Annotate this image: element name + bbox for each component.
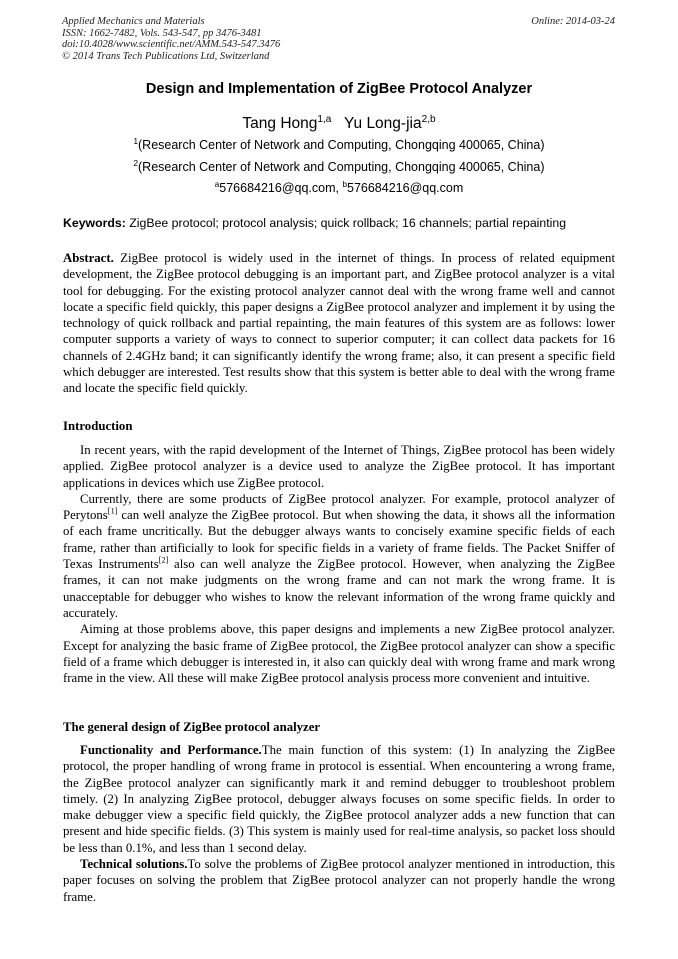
keywords-text: ZigBee protocol; protocol analysis; quick rollback; 16 channels; partial repainting [129,216,567,230]
paper-title: Design and Implementation of ZigBee Protocol Analyzer [145,81,533,97]
affiliation-text: (Research Center of Network and Computing, Chongqing 400065, China) [138,160,545,174]
author-name: Tang Hong [242,115,318,132]
paragraph [63,856,615,905]
paragraph-lead: Functionality and Performance. [80,743,262,757]
general-design-section [63,742,615,905]
paragraph [63,491,615,621]
paragraph-text: The main function of this system: (1) In analyzing the ZigBee protocol, the proper handling of wrong frame in protocol is essential. When encountering a wrong frame, the ZigBee protocol analyzer can significantly mark it and remind debugger to troubleshoot problem timely. (2) In analyzing ZigBee protocol, debugger always focuses on some specific fields. In order to make debugger view a specific field quickly, the ZigBee protocol analyzer adds a new function that can present and hide specific fields. (3) This system is mainly used for real-time analysis, so packet loss should be less than 0.1%, and less than 1 second delay. [63,743,616,855]
keywords-label: Keywords: [63,216,126,230]
section-heading-general-design: The general design of ZigBee protocol analyzer [63,720,321,734]
author-name: Yu Long-jia [344,115,422,132]
affiliation [0,160,678,174]
author-sup: 2,b [421,113,436,125]
paragraph-text: To solve the problems of ZigBee protocol analyzer mentioned in introduction, this paper focuses on solving the problem that ZigBee protocol analyzer can not properly handle the wrong frame. [63,857,616,904]
abstract [63,250,615,397]
affiliation-sup: 1 [133,136,139,146]
affiliation-sup: 2 [133,158,139,168]
section-heading-introduction: Introduction [63,419,133,433]
journal-copyright: © 2014 Trans Tech Publications Ltd, Switzerland [62,50,270,62]
email-address[interactable]: 576684216@qq.com [347,181,464,195]
email-sup: a [214,179,220,189]
paragraph-text: also can well analyze the ZigBee protocol. However, when analyzing the ZigBee frames, it can not make judgments on the wrong frame and can not mark the wrong frame. It is unacceptable for debugger who wishes to know the relevant information of the wrong frame quickly and accurately. [63,557,615,620]
affiliation [0,138,678,152]
keywords [63,216,615,230]
abstract-text: ZigBee protocol is widely used in the internet of things. In process of related equipment development, the ZigBee protocol debugging is an important part, and ZigBee protocol analyzer is a vital tool for debugging. For the existing protocol analyzer cannot deal with the wrong frame well and cannot locate a specific field quickly, this paper designs a ZigBee protocol analyzer and implement it by using the technology of quick rollback and partial repainting, the main features of this system are as follows: lower computer supports a variety of ways to connect to superior computer; it can collect data packets for 16 channels of 2.4GHz band; it can significantly identify the wrong frame; also, it can present a specific field which debugger are interested. Test results show that this system is better able to deal with the wrong frame and locate the specific field quickly. [63,251,616,396]
paragraph: In recent years, with the rapid development of the Internet of Things, ZigBee protocol has been widely applied. ZigBee protocol analyzer is a device used to analyze the ZigBee protocol. It has important applications in devices which use ZigBee protocol. [63,443,615,490]
email-list [0,181,678,195]
affiliation-text: (Research Center of Network and Computing, Chongqing 400065, China) [138,138,545,152]
journal-doi[interactable]: doi:10.4028/www.scientific.net/AMM.543-547.3476 [62,39,281,50]
introduction-section [63,442,615,686]
abstract-label: Abstract. [63,251,114,265]
email-address[interactable]: 576684216@qq.com, [219,181,339,195]
citation-ref[interactable]: [1] [107,506,118,516]
online-date: Online: 2014-03-24 [531,16,615,27]
journal-name: Applied Mechanics and Materials [62,16,205,27]
author-list [0,115,678,133]
journal-issn: ISSN: 1662-7482, Vols. 543-547, pp 3476-3481 [62,27,262,39]
paragraph-lead: Technical solutions. [80,857,188,872]
paragraph-text: can well analyze the ZigBee protocol. But when showing the data, it shows all the information of each frame uncritically. But the debugger always wants to concisely examine specific fields of each frame, rather than artificially to look for specific fields in a variety of frame fields. The Packet Sniffer of Texas Instruments [63,508,615,572]
email-sup: b [342,179,347,189]
journal-header [62,16,482,62]
paragraph: Aiming at those problems above, this paper designs and implements a new ZigBee protocol analyzer. Except for analyzing the basic frame of ZigBee protocol, the ZigBee protocol analyzer can show a specific field of a frame which debugger is interested in, it also can quickly deal with wrong frame and mark wrong frame in the view. All these will make ZigBee protocol analysis process more convenient and intuitive. [63,622,615,686]
citation-ref[interactable]: [2] [158,555,169,565]
paragraph-text: Currently, there are some products of ZigBee protocol analyzer. For example, protocol analyzer of Perytons [63,491,615,523]
author-sup: 1,a [317,113,332,125]
paragraph [63,742,615,856]
